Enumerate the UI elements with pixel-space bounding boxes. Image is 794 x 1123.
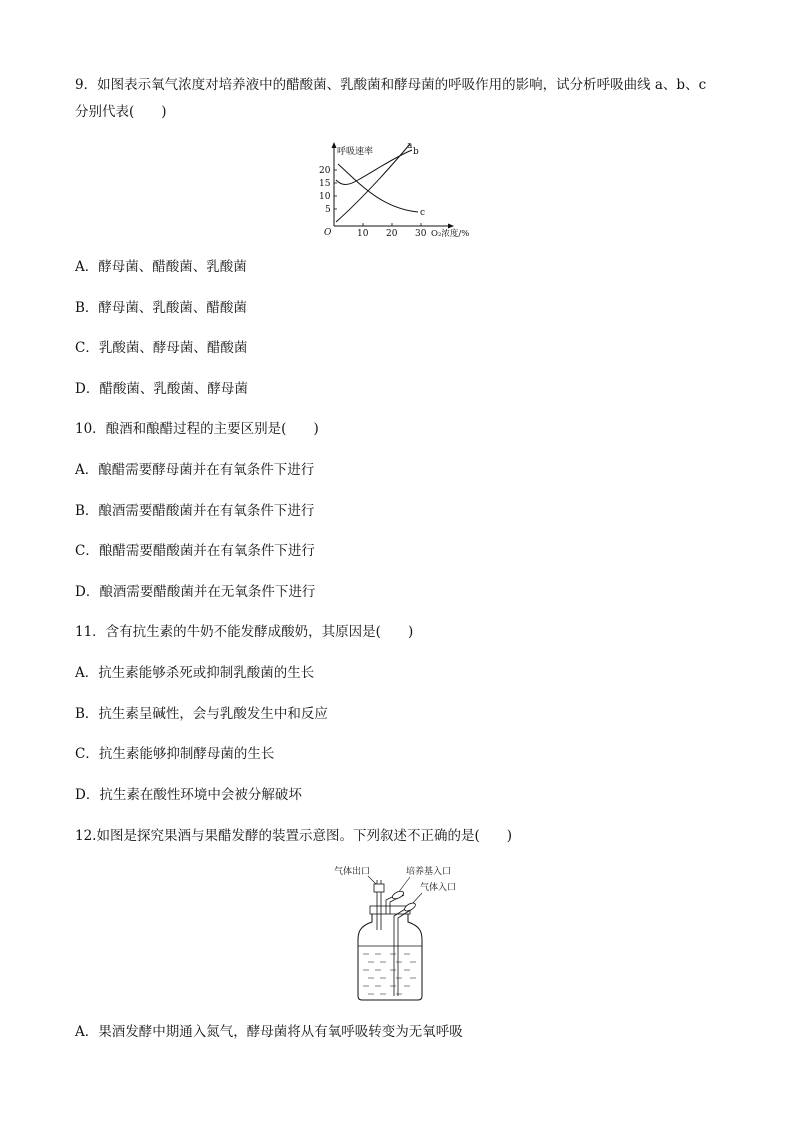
curve-c [338, 164, 418, 212]
label-gas-inlet: 气体入口 [420, 883, 457, 893]
curve-label-b: b [413, 147, 419, 157]
q9-option-b: B．酵母菌、乳酸菌、醋酸菌 [75, 300, 247, 316]
label-gas-outlet: 气体出口 [334, 867, 371, 877]
q11-option-a: A．抗生素能够杀死或抑制乳酸菌的生长 [75, 665, 315, 681]
q11-option-c: C．抗生素能够抑制酵母菌的生长 [75, 746, 275, 762]
x-tick-label: 10 [357, 229, 369, 239]
y-tick-label: 10 [319, 192, 331, 202]
x-tick-label: 30 [415, 229, 427, 239]
q12-option-a: A．果酒发酵中期通入氮气，酵母菌将从有氧呼吸转变为无氧呼吸 [75, 1024, 463, 1040]
q11-option-d: D．抗生素在酸性环境中会被分解破坏 [75, 787, 302, 803]
q10-option-c: C．酿醋需要醋酸菌并在有氧条件下进行 [75, 543, 315, 559]
y-tick-label: 5 [325, 205, 331, 215]
q11-stem: 11．含有抗生素的牛奶不能发酵成酸奶，其原因是( ) [75, 624, 414, 640]
origin-label: O [324, 228, 332, 238]
curve-label-a: a [407, 141, 413, 151]
curve-label-c: c [420, 208, 426, 218]
label-medium-inlet: 培养基入口 [406, 867, 452, 877]
q11-option-b: B．抗生素呈碱性，会与乳酸发生中和反应 [75, 706, 328, 722]
q10-option-d: D．酿酒需要醋酸菌并在无氧条件下进行 [75, 584, 316, 600]
gas-inlet-tube [394, 906, 412, 996]
q12-stem: 12.如图是探究果酒与果醋发酵的装置示意图。下列叙述不正确的是( ) [75, 828, 513, 844]
y-tick-label: 20 [319, 166, 331, 176]
q9-stem-line2: 分别代表( ) [75, 104, 167, 120]
liquid-dashes [363, 954, 416, 994]
q9-stem-line1: 9．如图表示氧气浓度对培养液中的醋酸菌、乳酸菌和酵母菌的呼吸作用的影响，试分析呼吸曲线 a、b、c [75, 77, 707, 93]
q10-stem: 10．酿酒和酿醋过程的主要区别是( ) [75, 421, 319, 437]
y-tick-label: 15 [319, 179, 331, 189]
q9-option-a: A．酵母菌、醋酸菌、乳酸菌 [75, 259, 247, 275]
q9-option-d: D．醋酸菌、乳酸菌、酵母菌 [75, 381, 248, 397]
x-tick-label: 20 [386, 229, 398, 239]
x-axis-arrow [448, 224, 454, 229]
q9-option-c: C．乳酸菌、酵母菌、醋酸菌 [75, 340, 248, 356]
q10-option-b: B．酿酒需要醋酸菌并在有氧条件下进行 [75, 503, 315, 519]
y-axis-label: 呼吸速率 [337, 147, 374, 157]
q9-respiration-chart [318, 140, 488, 240]
x-axis-label: O₂浓度/% [431, 229, 470, 239]
bottle [358, 910, 422, 1000]
y-axis-arrow [332, 142, 337, 148]
q12-fermentation-apparatus [330, 860, 470, 1005]
q10-option-a: A．酿醋需要酵母菌并在有氧条件下进行 [75, 462, 315, 478]
